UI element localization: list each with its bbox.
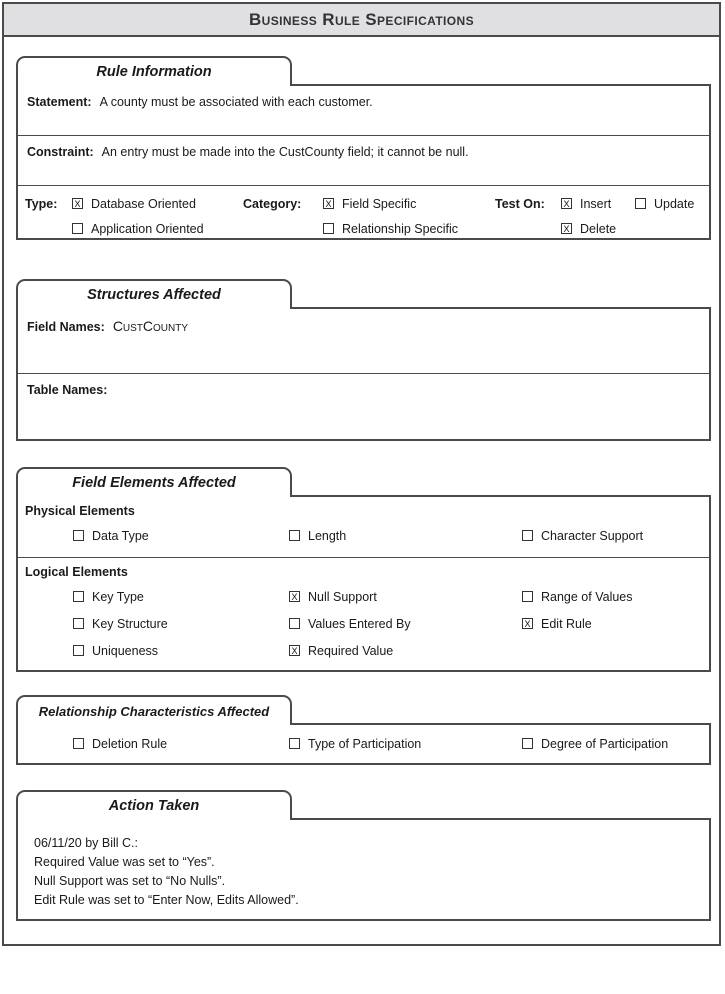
checkbox-box-icon bbox=[635, 198, 646, 209]
checkbox-label: Insert bbox=[580, 197, 612, 211]
row-constraint bbox=[18, 135, 709, 185]
checkbox-label: Values Entered By bbox=[308, 617, 411, 631]
form-frame bbox=[2, 2, 721, 946]
row-statement bbox=[18, 86, 709, 135]
checkbox-box-icon bbox=[73, 645, 84, 656]
checkbox-label: Database Oriented bbox=[91, 197, 196, 211]
row-type-category-teston bbox=[18, 185, 709, 238]
checkbox-label: Relationship Specific bbox=[342, 222, 459, 236]
section-relationship-characteristics-affected bbox=[16, 695, 711, 765]
action-line: Null Support was set to “No Nulls”. bbox=[34, 874, 226, 888]
checkbox-box-icon bbox=[522, 530, 533, 541]
checkbox-label: Character Support bbox=[541, 529, 644, 543]
tab-action-taken bbox=[16, 790, 292, 820]
tab-label-structures-affected: Structures Affected bbox=[87, 287, 221, 303]
checkbox-deletion-rule[interactable] bbox=[73, 737, 167, 751]
checkbox-box-icon bbox=[72, 223, 83, 234]
panel-relationship-characteristics-affected bbox=[16, 723, 711, 765]
checkbox-box-icon bbox=[522, 591, 533, 602]
physical-elements-heading: Physical Elements bbox=[25, 504, 135, 518]
panel-field-elements-affected bbox=[16, 495, 711, 672]
logical-elements-heading: Logical Elements bbox=[25, 565, 128, 579]
form-title-band bbox=[4, 4, 719, 37]
checkbox-box-icon bbox=[323, 223, 334, 234]
checkbox-values-entered-by[interactable] bbox=[289, 617, 411, 631]
statement-value: A county must be associated with each customer. bbox=[99, 95, 373, 109]
checkbox-label: Edit Rule bbox=[541, 617, 592, 631]
checkbox-box-icon bbox=[289, 618, 300, 629]
section-field-elements-affected bbox=[16, 467, 711, 672]
row-logical-elements bbox=[18, 557, 709, 670]
checkbox-label: Delete bbox=[580, 222, 617, 236]
checkbox-data-type[interactable] bbox=[73, 529, 149, 543]
row-action-taken-body bbox=[18, 820, 709, 919]
checkbox-box-icon bbox=[73, 738, 84, 749]
panel-structures-affected bbox=[16, 307, 711, 441]
checkbox-uniqueness[interactable] bbox=[73, 644, 158, 658]
checkbox-label: Uniqueness bbox=[92, 644, 159, 658]
action-taken-text bbox=[18, 820, 709, 910]
checkbox-label: Required Value bbox=[308, 644, 394, 658]
checkbox-box-icon bbox=[289, 738, 300, 749]
statement-label: Statement: bbox=[27, 95, 92, 109]
field-names-value: CustCounty bbox=[112, 318, 189, 334]
tab-label-relationship-characteristics-affected: Relationship Characteristics Affected bbox=[38, 703, 270, 719]
checkbox-label: Update bbox=[654, 197, 695, 211]
checkbox-type-database-oriented[interactable] bbox=[72, 197, 196, 211]
checkbox-length[interactable] bbox=[289, 529, 346, 543]
checkbox-box-icon bbox=[73, 591, 84, 602]
row-field-names bbox=[18, 309, 709, 373]
constraint-label: Constraint: bbox=[27, 145, 94, 159]
checkbox-key-type[interactable] bbox=[73, 590, 144, 604]
checkbox-degree-of-participation[interactable] bbox=[522, 737, 668, 751]
constraint-value: An entry must be made into the CustCounty field; it cannot be null. bbox=[101, 145, 469, 159]
checkbox-type-of-participation[interactable] bbox=[289, 737, 421, 751]
checkbox-label: Field Specific bbox=[342, 197, 417, 211]
panel-rule-information bbox=[16, 84, 711, 240]
tab-label-field-elements-affected: Field Elements Affected bbox=[72, 475, 236, 491]
tab-field-elements-affected bbox=[16, 467, 292, 497]
checkbox-label: Length bbox=[308, 529, 347, 543]
category-label: Category: bbox=[243, 197, 302, 211]
section-rule-information bbox=[16, 56, 711, 240]
checkbox-box-icon bbox=[522, 738, 533, 749]
checkbox-label: Null Support bbox=[308, 590, 377, 604]
row-relationship-options bbox=[18, 725, 709, 763]
checkbox-box-icon bbox=[73, 530, 84, 541]
checkbox-label: Degree of Participation bbox=[541, 737, 669, 751]
checkbox-label: Key Type bbox=[92, 590, 144, 604]
field-names-label: Field Names: bbox=[27, 320, 105, 334]
checkbox-category-relationship-specific[interactable] bbox=[323, 222, 458, 236]
checkbox-teston-delete[interactable] bbox=[561, 222, 616, 236]
checkbox-label: Type of Participation bbox=[308, 737, 422, 751]
checkbox-key-structure[interactable] bbox=[73, 617, 168, 631]
checkbox-category-field-specific[interactable] bbox=[323, 197, 416, 211]
checkbox-box-icon bbox=[561, 223, 572, 234]
checkbox-box-icon bbox=[289, 530, 300, 541]
checkbox-label: Deletion Rule bbox=[92, 737, 168, 751]
checkbox-label: Application Oriented bbox=[91, 222, 204, 236]
row-physical-elements bbox=[18, 497, 709, 557]
section-structures-affected bbox=[16, 279, 711, 441]
checkbox-box-icon bbox=[289, 591, 300, 602]
action-line: 06/11/20 by Bill C.: bbox=[34, 836, 138, 850]
panel-action-taken bbox=[16, 818, 711, 921]
checkbox-label: Key Structure bbox=[92, 617, 168, 631]
tab-structures-affected bbox=[16, 279, 292, 309]
action-line: Required Value was set to “Yes”. bbox=[34, 855, 215, 869]
checkbox-required-value[interactable] bbox=[289, 644, 393, 658]
checkbox-teston-insert[interactable] bbox=[561, 197, 611, 211]
type-label: Type: bbox=[25, 197, 58, 211]
tab-label-action-taken: Action Taken bbox=[108, 798, 200, 814]
tab-label-rule-information: Rule Information bbox=[96, 64, 212, 80]
checkbox-type-application-oriented[interactable] bbox=[72, 222, 204, 236]
checkbox-character-support[interactable] bbox=[522, 529, 643, 543]
checkbox-edit-rule[interactable] bbox=[522, 617, 592, 631]
tab-relationship-characteristics-affected bbox=[16, 695, 292, 725]
row-table-names bbox=[18, 373, 709, 439]
checkbox-box-icon bbox=[323, 198, 334, 209]
checkbox-box-icon bbox=[561, 198, 572, 209]
page-title: Business Rule Specifications bbox=[248, 9, 474, 29]
section-action-taken bbox=[16, 790, 711, 921]
checkbox-label: Range of Values bbox=[541, 590, 633, 604]
test-on-label: Test On: bbox=[495, 197, 545, 211]
checkbox-teston-update[interactable] bbox=[635, 197, 694, 211]
table-names-label: Table Names: bbox=[27, 383, 108, 397]
checkbox-box-icon bbox=[73, 618, 84, 629]
checkbox-range-of-values[interactable] bbox=[522, 590, 633, 604]
action-line: Edit Rule was set to “Enter Now, Edits Allowed”. bbox=[34, 893, 299, 907]
checkbox-null-support[interactable] bbox=[289, 590, 377, 604]
tab-rule-information bbox=[16, 56, 292, 86]
checkbox-box-icon bbox=[72, 198, 83, 209]
checkbox-label: Data Type bbox=[92, 529, 149, 543]
checkbox-box-icon bbox=[522, 618, 533, 629]
checkbox-box-icon bbox=[289, 645, 300, 656]
